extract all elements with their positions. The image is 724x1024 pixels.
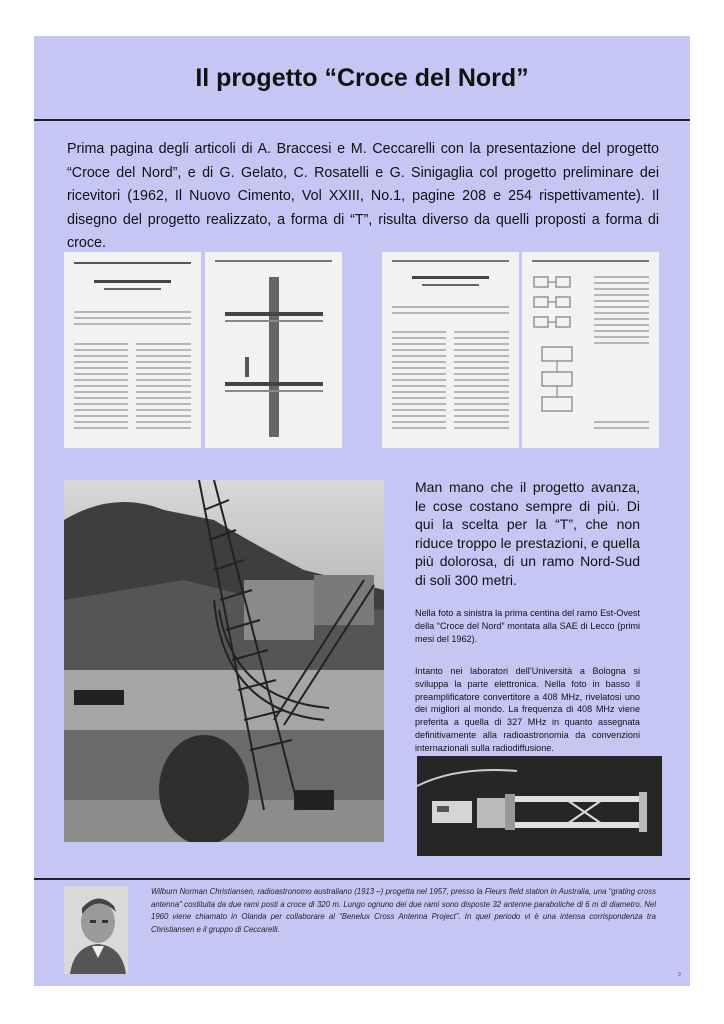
photo-caption: Nella foto a sinistra la prima centina del ramo Est-Ovest della “Croce del Nord” montata alla SAE di Lecco (primi mesi del 1962). (415, 608, 640, 644)
article-scan-gelato-rosatelli-sinigaglia (382, 252, 519, 448)
article-scan-receiver-diagram (522, 252, 659, 448)
preamplifier-photo (417, 756, 662, 856)
article-scan-braccesi-ceccarelli (64, 252, 201, 448)
footer-divider (34, 878, 690, 880)
lab-paragraph: Intanto nei laboratori dell’Università a Bologna si sviluppa la parte elettronica. Nella foto in basso il preamplificatore convertitore a 408 MHz, rivelatosi uno dei migliori al mondo. La frequenza di 408 MHz viene preferita a quella di 327 MHz in quanto assegnata definitivamente alla radioastronomia da convenzioni internazionali sulla radiodiffusione. (415, 666, 640, 753)
page-number: 9 (678, 972, 681, 978)
article-scan-cross-layout (205, 252, 342, 448)
title-divider (34, 119, 690, 121)
christiansen-caption: Wilburn Norman Christiansen, radioastronomo australiano (1913 –) progetta nel 1957, presso la Fleurs field station in Australia, una “grating cross antenna” costituita da due rami posti a croce di 320 m. Lungo ognuno dei due rami sono disposte 32 antenne paraboliche di 6 m di diametro. Nel 1960 viene chiamato in Olanda per collaborare al “Benelux Cross Antenna Project”. In quel periodo vi è una intensa corrispondenza tra Christiansen e il gruppo di Ceccarelli. (151, 887, 656, 934)
antenna-structure-photo (64, 480, 384, 842)
christiansen-portrait (64, 886, 128, 974)
intro-paragraph: Prima pagina degli articoli di A. Braccesi e M. Ceccarelli con la presentazione del progetto “Croce del Nord”, e di G. Gelato, C. Rosatelli e G. Sinigaglia col progetto preliminare dei ricevitori (1962, Il Nuovo Cimento, Vol XXIII, No.1, pagine 208 e 254 rispettivamente). Il disegno del progetto realizzato, a forma di “T”, risulta diverso da quelli proposti a forma di croce. (67, 141, 659, 251)
page-title: Il progetto “Croce del Nord” (195, 64, 529, 92)
cost-paragraph: Man mano che il progetto avanza, le cose costano sempre di più. Di qui la scelta per la “T”, che non riduce troppo le prestazioni, e quella più dolorosa, di un ramo Nord-Sud di soli 300 metri. (415, 479, 640, 588)
